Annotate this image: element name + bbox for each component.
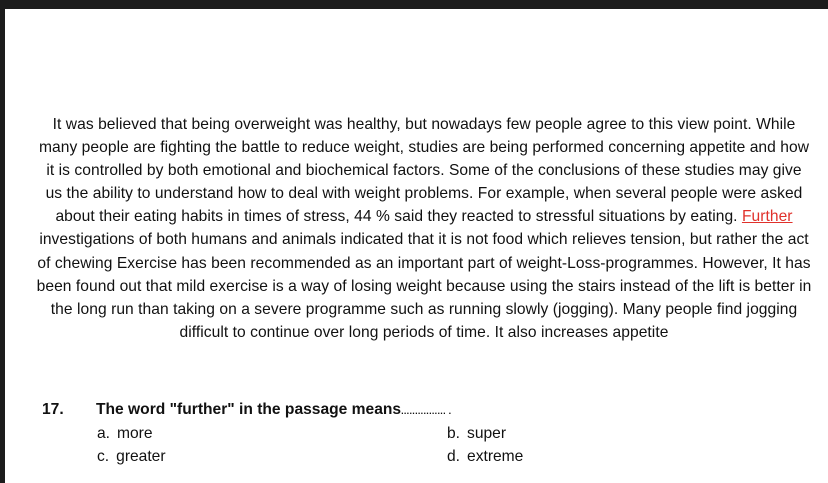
left-border — [0, 0, 5, 483]
passage-text-after: investigations of both humans and animals indicated that it is not food which relieves tension, but rather the act of chewing Exercise has been recommended as an important part of weight-Loss-programmes. However, It has been found out that mild exercise is a way of losing weight because using the stairs instead of the lift is better in the long run than taking on a severe programme such as running slowly (jogging). Many people find jogging difficult to continue over long periods of time. It also increases appetite — [36, 231, 812, 341]
option-c[interactable] — [97, 448, 166, 466]
option-a-text: more — [117, 425, 153, 442]
option-b-letter: b. — [447, 425, 461, 442]
option-a-letter: a. — [97, 425, 111, 442]
option-d-text: extreme — [467, 448, 524, 465]
option-c-letter: c. — [97, 448, 110, 465]
passage-text-before: It was believed that being overweight was healthy, but nowadays few people agree to this view point. While many people are fighting the battle to reduce weight, studies are being performed concerning appetite and how it is controlled by both emotional and biochemical factors. Some of the conclusions of these studies may give us the ability to understand how to deal with weight problems. For example, when several people were asked about their eating habits in times of stress, 44 % said they reacted to stressful situations by eating. — [38, 116, 810, 226]
option-b-text: super — [467, 425, 507, 442]
answer-blank: ................ . — [401, 406, 452, 416]
option-d-letter: d. — [447, 448, 461, 465]
reading-passage — [36, 113, 812, 344]
question-stem — [96, 401, 452, 419]
question-stem-text: The word "further" in the passage means — [96, 401, 402, 418]
question-number: 17. — [42, 401, 64, 418]
top-border — [0, 0, 828, 9]
option-b[interactable] — [447, 425, 506, 443]
highlighted-word: Further — [741, 208, 793, 226]
option-d[interactable] — [447, 448, 523, 466]
option-a[interactable] — [97, 425, 153, 443]
option-c-text: greater — [116, 448, 166, 465]
